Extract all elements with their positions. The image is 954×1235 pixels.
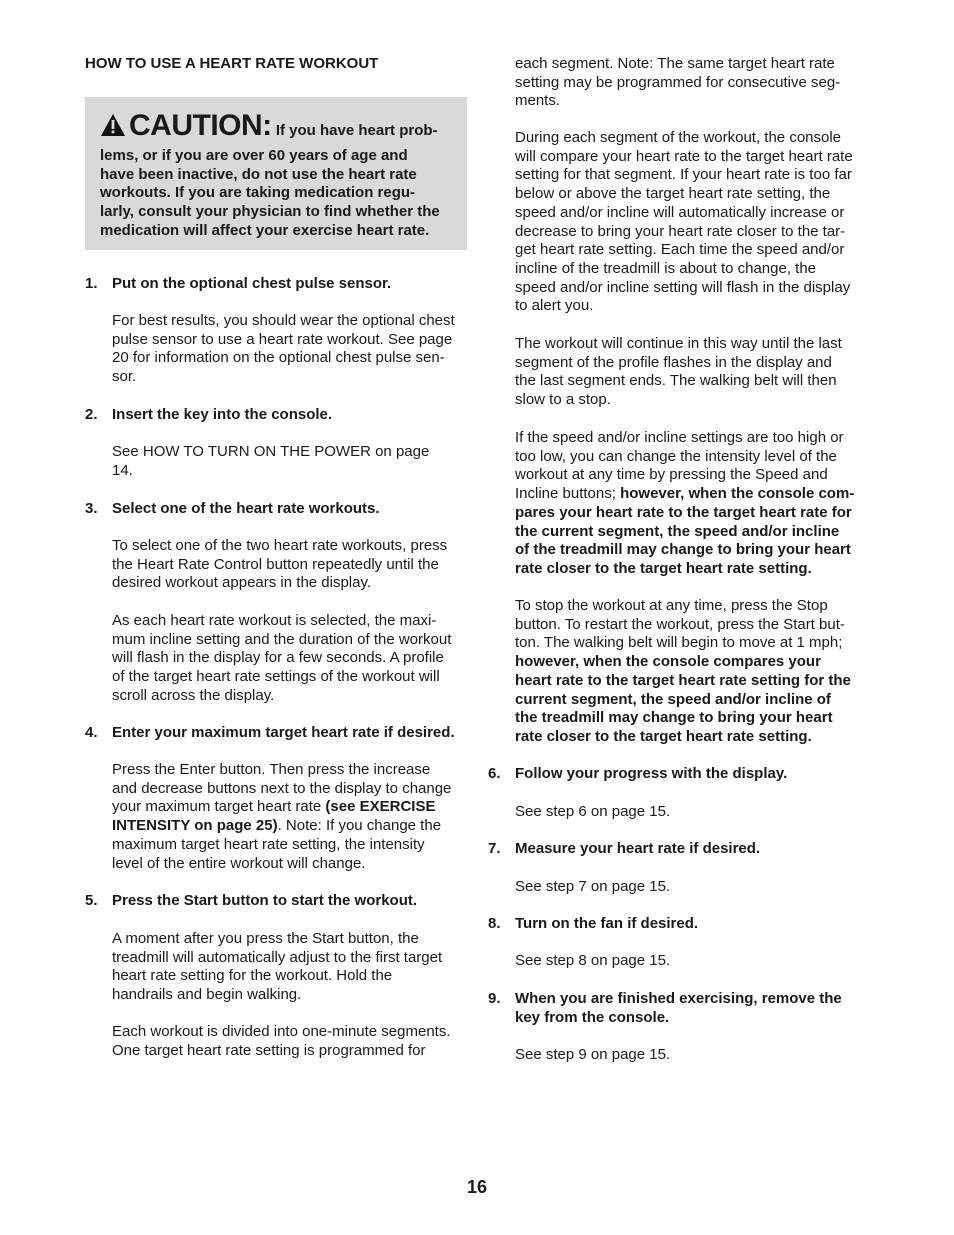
step-title: When you are finished exercising, remove the — [515, 990, 842, 1007]
step-number: 6. — [488, 765, 501, 782]
step-body: A moment after you press the Start button, the treadmill will automatically adjust to the first target heart rate setting for the workout. Hold the handrails and begin walking. — [112, 930, 443, 1004]
step-title: Enter your maximum target heart rate if desired. — [112, 724, 455, 741]
caution-line: medication will affect your exercise heart rate. — [100, 221, 430, 239]
caution-word: CAUTION: — [129, 109, 272, 142]
step-body: See step 9 on page 15. — [515, 1046, 671, 1063]
step-heading — [488, 765, 787, 784]
step-title: Measure your heart rate if desired. — [515, 840, 761, 857]
step-heading — [85, 406, 332, 425]
step-body: See HOW TO TURN ON THE POWER on page 14. — [112, 443, 430, 479]
caution-line: If you have heart prob- — [275, 122, 438, 139]
step-number: 7. — [488, 840, 501, 857]
step-body: See step 6 on page 15. — [515, 803, 671, 820]
step-body: each segment. Note: The same target heart rate setting may be programmed for consecutive seg- ments. — [515, 55, 841, 110]
step-title: Press the Start button to start the workout. — [112, 892, 418, 909]
section-title: HOW TO USE A HEART RATE WORKOUT — [85, 55, 379, 72]
step-title: Turn on the fan if desired. — [515, 915, 699, 932]
step-body: See step 8 on page 15. — [515, 952, 671, 969]
step-title: key from the console. — [515, 1008, 670, 1026]
step-heading — [85, 892, 417, 911]
step-heading — [488, 990, 842, 1027]
step-body: Press the Enter button. Then press the increase and decrease buttons next to the display to change your maximum target heart rate (see EXERCISE INTENSITY on page 25). Note: If you change the maximum target heart rate setting, the intensity level of the entire workout will change. — [112, 761, 452, 872]
step-title: Select one of the heart rate workouts. — [112, 500, 380, 517]
caution-line: lems, or if you are over 60 years of age and — [100, 147, 408, 164]
caution-line: workouts. If you are taking medication regu- — [100, 184, 416, 202]
step-title: Put on the optional chest pulse sensor. — [112, 275, 392, 292]
caution-text — [100, 110, 440, 241]
step-title: Follow your progress with the display. — [515, 765, 788, 782]
page-number: 16 — [466, 1177, 488, 1197]
step-body: Each workout is divided into one-minute segments. One target heart rate setting is programmed for — [112, 1023, 451, 1059]
step-body: If the speed and/or incline settings are too high or too low, you can change the intensity level of the workout at any time by pressing the Speed and Incline buttons; however, when the console com- pares your heart rate to the target heart rate for the current segment, the speed and/or incline of the treadmill may change to bring your heart rate closer to the target heart rate setting. — [515, 429, 855, 577]
caution-box — [85, 97, 467, 250]
caution-line: have been inactive, do not use the heart rate — [100, 165, 417, 183]
step-number: 2. — [85, 406, 98, 423]
step-number: 5. — [85, 892, 98, 909]
step-body: The workout will continue in this way until the last segment of the profile flashes in the display and the last segment ends. The walking belt will then slow to a stop. — [515, 335, 842, 409]
step-heading — [85, 724, 455, 743]
step-heading — [85, 275, 467, 294]
warning-triangle-icon — [100, 113, 126, 137]
step-body: To stop the workout at any time, press the Stop button. To restart the workout, press the Start but- ton. The walking belt will begin to move at 1 mph; however, when the console compares your heart rate to the target heart rate setting for the current segment, the speed and/or incline of the treadmill may change to bring your heart rate closer to the target heart rate setting. — [515, 597, 851, 745]
step-body: For best results, you should wear the optional chest pulse sensor to use a heart rate workout. See page 20 for information on the optional chest pulse sen- sor. — [112, 312, 455, 386]
step-number: 3. — [85, 500, 98, 517]
step-body: During each segment of the workout, the console will compare your heart rate to the target heart rate setting for that segment. If your heart rate is too far below or above the target heart rate setting, the speed and/or incline will automatically increase or decrease to bring your heart rate closer to the tar- get heart rate setting. Each time the speed and/or incline of the treadmill is about to change, the speed and/or incline setting will flash in the display to alert you. — [515, 129, 853, 315]
step-number: 1. — [85, 275, 98, 292]
step-body: As each heart rate workout is selected, the maxi- mum incline setting and the duration of the workout will flash in the display for a few seconds. A profile of the target heart rate settings of the workout will scroll across the display. — [112, 612, 452, 704]
step-body: See step 7 on page 15. — [515, 878, 671, 895]
step-heading — [488, 840, 760, 859]
step-number: 9. — [488, 990, 501, 1007]
step-heading — [85, 500, 380, 519]
step-number: 8. — [488, 915, 501, 932]
caution-line: larly, consult your physician to find whether the — [100, 203, 440, 221]
step-heading — [488, 915, 698, 934]
step-title: Insert the key into the console. — [112, 406, 333, 423]
step-number: 4. — [85, 724, 98, 741]
step-body: To select one of the two heart rate workouts, press the Heart Rate Control button repeatedly until the desired workout appears in the display. — [112, 537, 448, 592]
